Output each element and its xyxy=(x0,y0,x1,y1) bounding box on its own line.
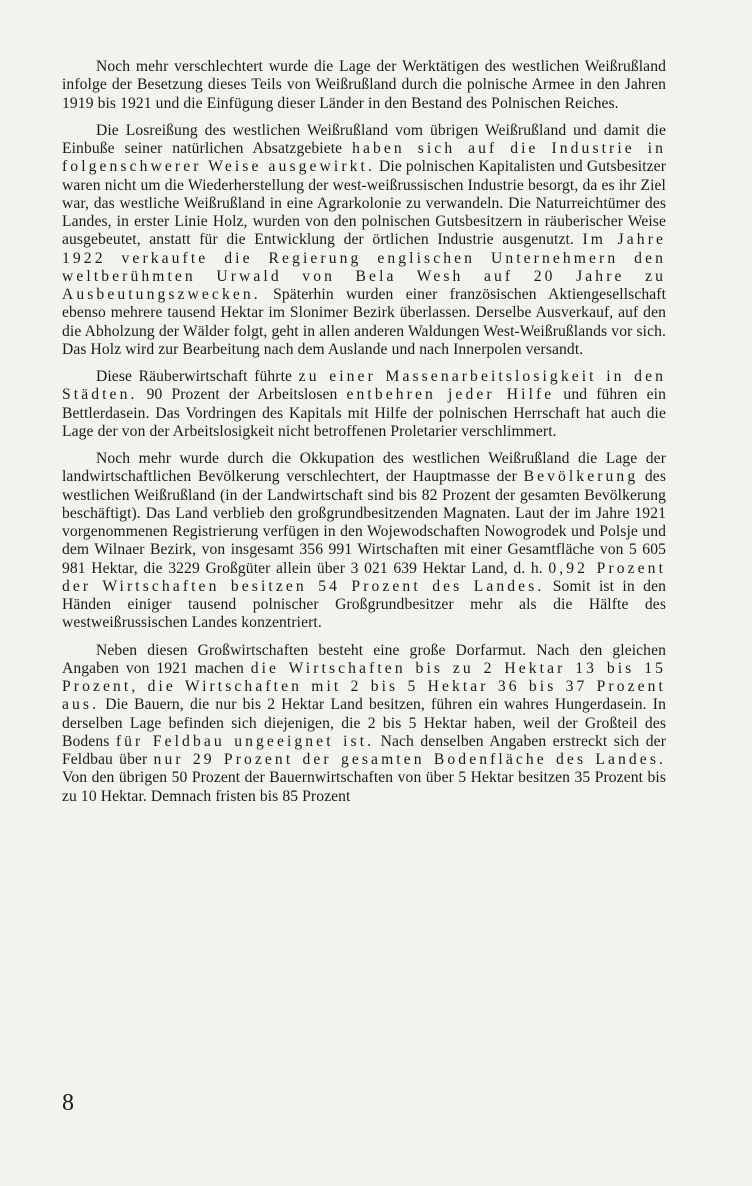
page-number: 8 xyxy=(62,1090,74,1116)
paragraph-4-text-3: Somit ist in den Händen einiger tausend polnischer Großgrundbesitzer mehr als die Hälfte des westweißrussischen Landes konzentriert. xyxy=(62,577,666,632)
paragraph-5 xyxy=(62,642,666,806)
paragraph-2-emphasis-1: haben sich auf die Industrie in folgenschwerer Weise ausgewirkt. xyxy=(62,140,667,176)
paragraph-4-text-1: Noch mehr wurde durch die Okkupation des westlichen Weißrußland die Lage der landwirtschaftlichen Bevölkerung verschlechtert, der Hauptmasse der xyxy=(62,450,666,486)
paragraph-5-text-3: Nach denselben Angaben erstreckt sich der Feldbau über xyxy=(62,732,666,768)
paragraph-4-emphasis-1: Bevölkerung xyxy=(523,468,639,486)
paragraph-5-emphasis-1: die Wirtschaften bis zu 2 Hektar 13 bis 15 Prozent, die Wirtschaften mit 2 bis 5 Hektar 36 bis 37 Prozent aus. xyxy=(62,659,666,714)
paragraph-4-emphasis-2: 0,92 Prozent der Wirtschaften besitzen 54 Prozent des Landes. xyxy=(62,559,667,595)
paragraph-3-text-3: und führen ein Bettlerdasein. Das Vordringen des Kapitals mit Hilfe der polnischen Herrschaft hat auch die Lage der von der Arbeitslosigkeit nicht betroffenen Proletarier verschlimmert. xyxy=(62,386,666,440)
paragraph-4 xyxy=(62,450,666,633)
paragraph-2-text-1: Die Losreißung des westlichen Weißrußland vom übrigen Weißrußland und damit die Einbuße seiner natürlichen Absatzgebiete xyxy=(62,121,666,157)
paragraph-5-emphasis-2: für Feldbau ungeeignet ist. xyxy=(115,732,375,750)
paragraph-5-emphasis-3: nur 29 Prozent der gesamten Bodenfläche des Landes. xyxy=(153,751,667,768)
paragraph-5-text-2: Die Bauern, die nur bis 2 Hektar Land besitzen, führen ein wahres Hungerdasein. In derselben Lage befinden sich diejenigen, die 2 bis 5 Hektar haben, weil der Großteil des Bodens xyxy=(62,696,666,750)
paragraph-3-emphasis-1: zu einer Massenarbeitslosigkeit in den Städten. xyxy=(62,368,666,404)
paragraph-2-text-3: Späterhin wurden einer französischen Aktiengesellschaft ebenso mehrere tausend Hektar im Slonimer Bezirk überlassen. Derselbe Ausverkauf, auf den die Abholzung der Wälder folgt, geht in allen anderen Waldungen West-Weißrußlands vor sich. Das Holz wird zur Bearbeitung nach dem Auslande und nach Innerpolen versandt. xyxy=(62,286,666,358)
paragraph-3-text-1: Diese Räuberwirtschaft führte xyxy=(96,368,299,385)
paragraph-1-text: Noch mehr verschlechtert wurde die Lage der Werktätigen des westlichen Weißrußland infolge der Besetzung dieses Teils von Weißrußland durch die polnische Armee in den Jahren 1919 bis 1921 und die Einfügung dieser Länder in den Bestand des Polnischen Reiches. xyxy=(62,58,666,112)
paragraph-2-text-2: Die polnischen Kapitalisten und Gutsbesitzer waren nicht um die Wiederherstellung der west-weißrussischen Industrie besorgt, da es ihr Ziel war, das westliche Weißrußland in eine Agrarkolonie zu verwandeln. Die Naturreichtümer des Landes, in erster Linie Holz, wurden von den polnischen Gutsbesitzern in räuberischer Weise ausgebeutet, anstatt für die Entwicklung der örtlichen Industrie ausgenutzt. xyxy=(62,158,666,249)
paragraph-4-text-2: des westlichen Weißrußland (in der Landwirtschaft sind bis 82 Prozent der gesamten Bevölkerung beschäftigt). Das Land verblieb den großgrundbesitzenden Magnaten. Laut der im Jahre 1921 vorgenommenen Registrierung verfügen in den Wojewodschaften Nowogrodek und Polsje und dem Wilnaer Bezirk, von insgesamt 356 991 Wirtschaften mit einer Gesamtfläche von 5 605 981 Hektar, die 3229 Großgüter allein über 3 021 639 Hektar Land, d. h. xyxy=(62,468,666,577)
paragraph-1 xyxy=(62,58,666,113)
paragraph-2 xyxy=(62,122,666,359)
paragraph-5-text-1: Neben diesen Großwirtschaften besteht eine große Dorfarmut. Nach den gleichen Angaben von 1921 machen xyxy=(62,641,666,677)
paragraph-3-emphasis-2: entbehren jeder Hilfe xyxy=(346,386,555,404)
paragraph-5-text-4: Von den übrigen 50 Prozent der Bauernwirtschaften von über 5 Hektar besitzen 35 Prozent bis zu 10 Hektar. Demnach fristen bis 85 Prozent xyxy=(62,769,666,805)
page-content xyxy=(62,58,666,1118)
paragraph-3 xyxy=(62,368,666,441)
paragraph-3-text-2: 90 Prozent der Arbeitslosen xyxy=(137,386,347,404)
paragraph-2-emphasis-2: Im Jahre 1922 verkaufte die Regierung englischen Unternehmern den weltberühmten Urwald von Bela Wesh auf 20 Jahre zu Ausbeutungszwecken. xyxy=(62,231,667,303)
